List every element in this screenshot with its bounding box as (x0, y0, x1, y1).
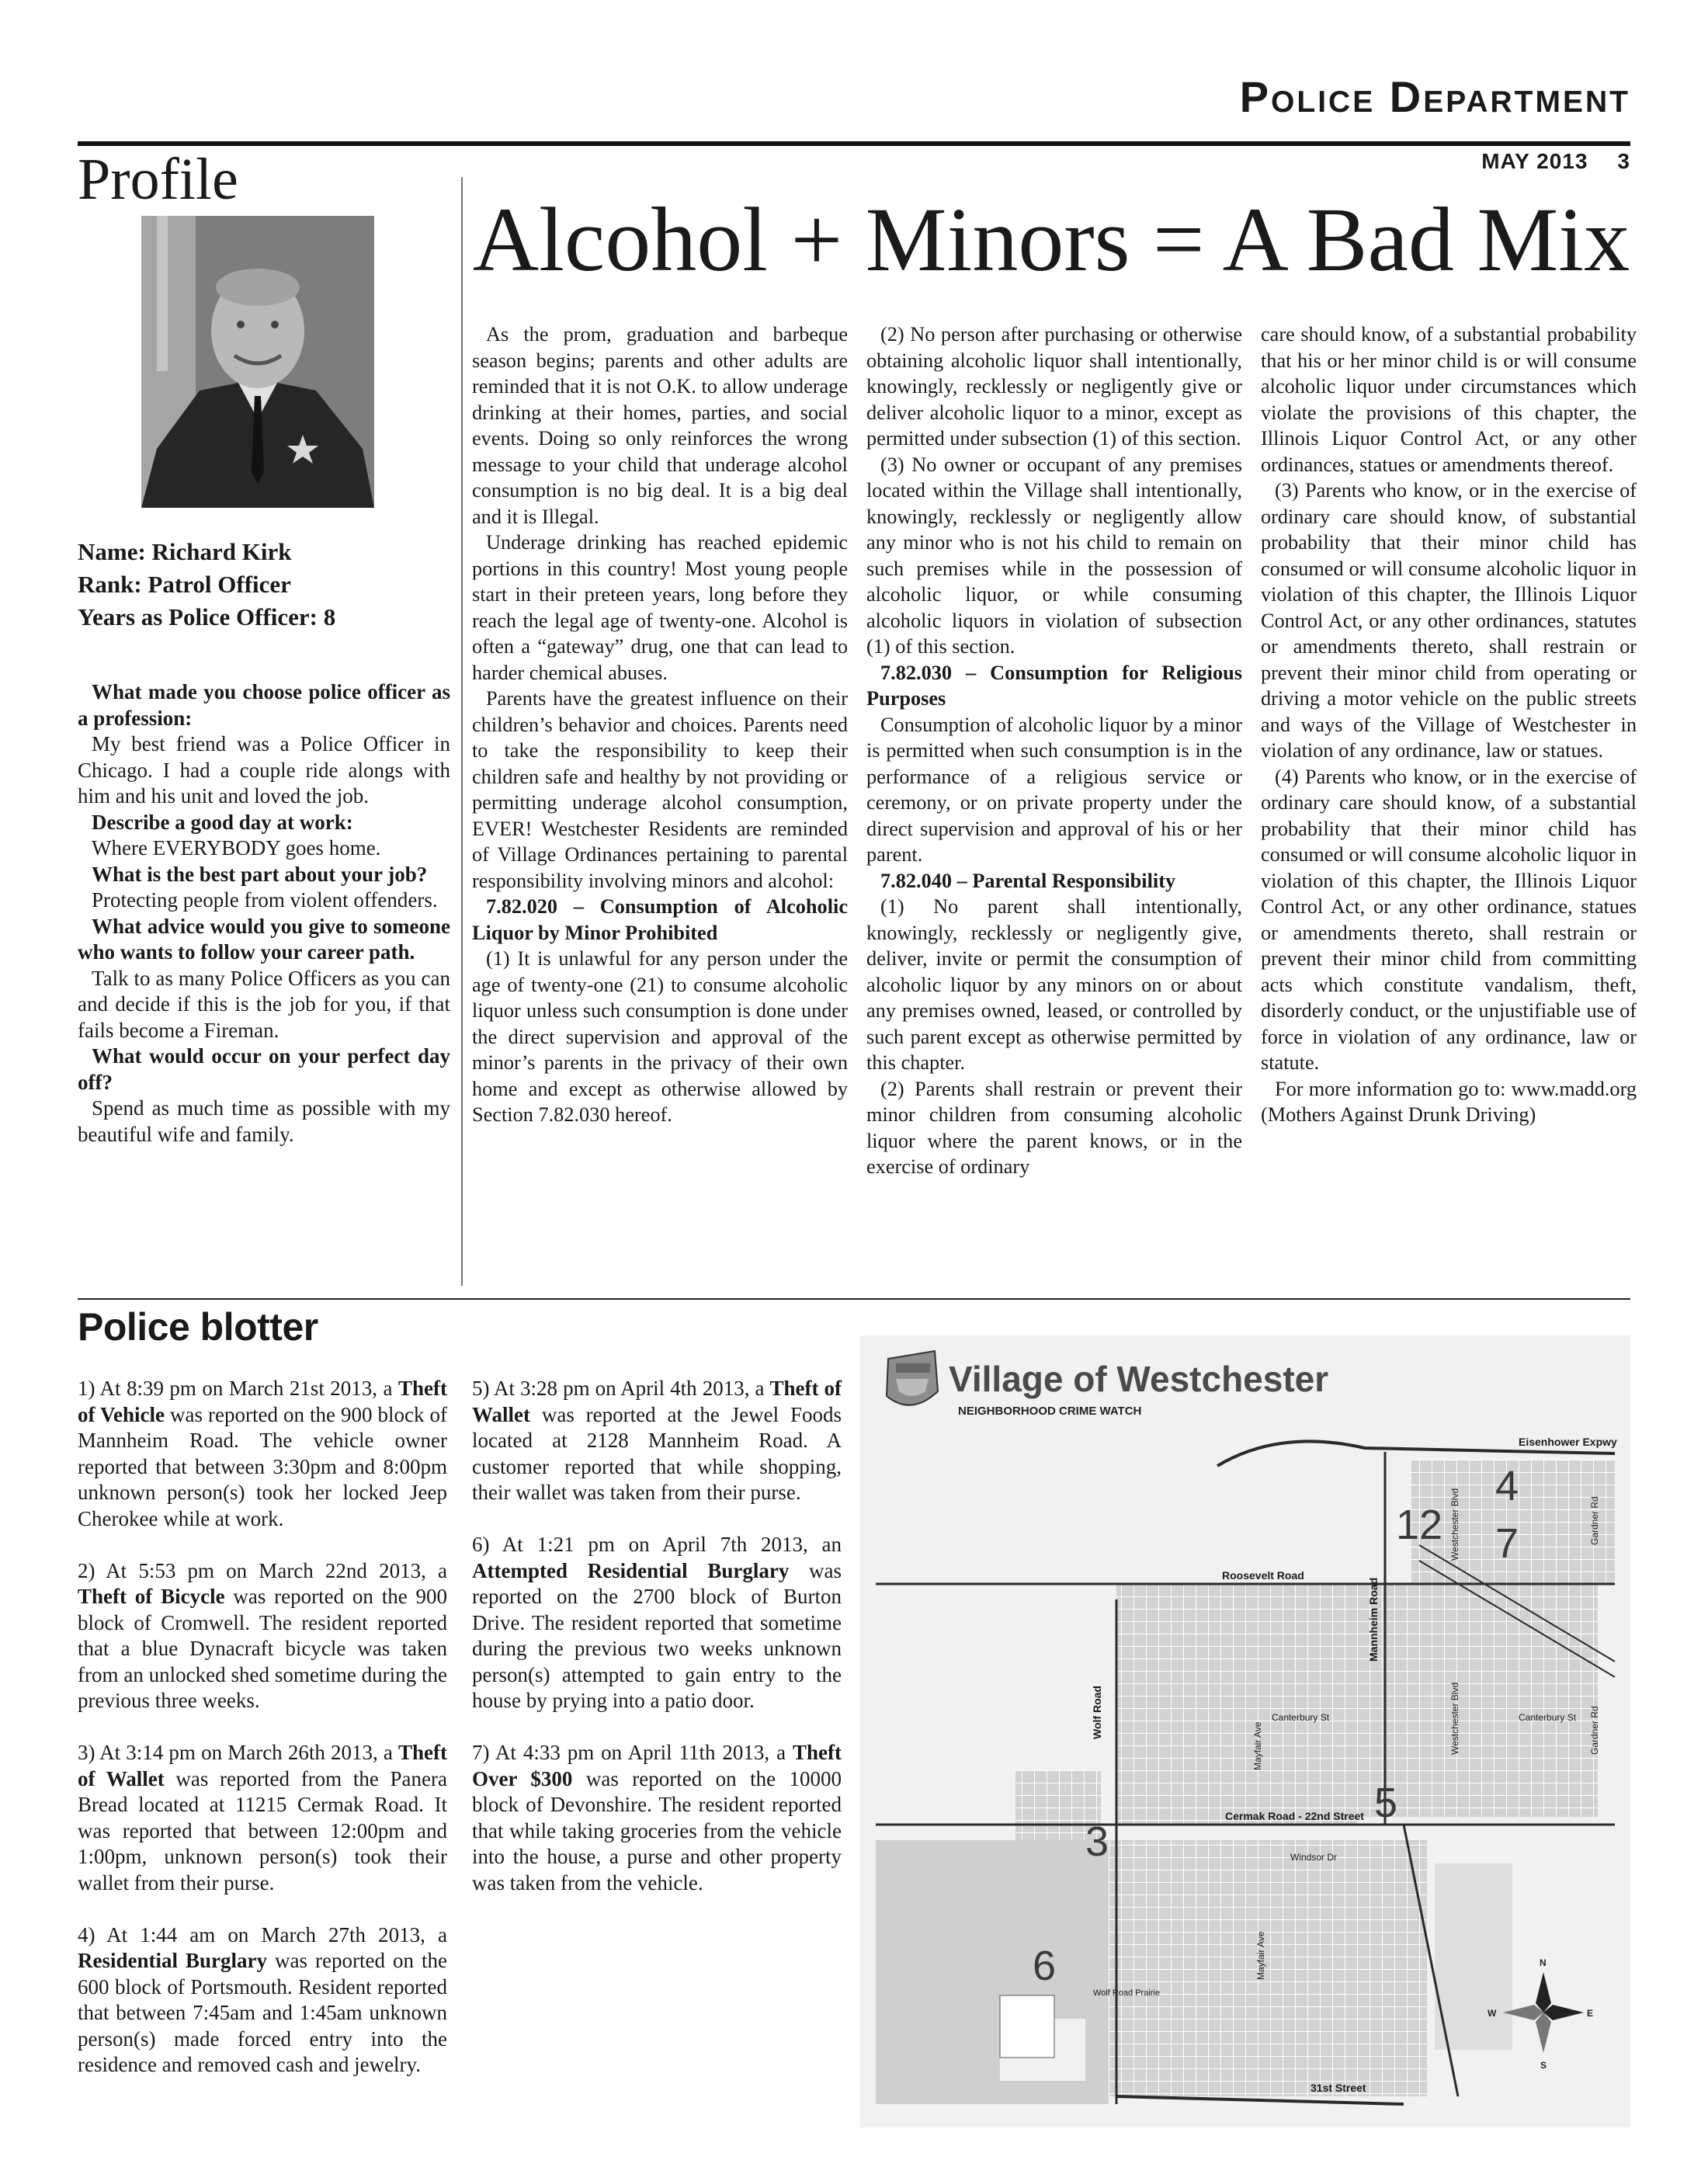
compass-w: W (1488, 2008, 1497, 2019)
interview-answer: Talk to as many Police Officers as you can and decide if this is the job for you, if that fails become a Fireman. (78, 966, 450, 1042)
interview-question: Describe a good day at work: (92, 810, 353, 834)
crime-watch-map (860, 1335, 1630, 2127)
entry-text: was reported on the 600 block of Portsmouth. Resident reported that between 7:45am and 1:45am unknown person(s) made forced entry into the residence and removed cash and jewelry. (78, 1949, 447, 2076)
map-graphic (860, 1335, 1630, 2127)
entry-offense: Theft of Bicycle (78, 1585, 225, 1608)
article-paragraph: care should know, of a substantial probability that his or her minor child is or will consume alcoholic liquor under circumstances which violate the provisions of this chapter, the Illinois Liquor Control Act, or any other ordinances, statues or amendments thereof. (1261, 323, 1637, 476)
incident-marker: 12 (1396, 1502, 1443, 1548)
blotter-heading: Police blotter (78, 1305, 318, 1349)
entry-offense: Residential Burglary (78, 1949, 268, 1972)
blotter-column-2 (472, 1376, 842, 1922)
article-paragraph: (2) Parents shall restrain or prevent their minor children from consuming alcoholic liquor where the parent knows, or in the exercise of ordinary (866, 1077, 1242, 1178)
entry-offense: Theft of Vehicle (78, 1377, 447, 1426)
interview-answer: Protecting people from violent offenders. (92, 888, 438, 912)
blotter-entry (78, 1376, 447, 1532)
article-column-3 (1261, 321, 1637, 1128)
prairie-label: Wolf Road Prairie (1093, 1988, 1160, 1998)
wolf-road-label: Wolf Road (1091, 1686, 1103, 1739)
31st-street-label: 31st Street (1311, 2082, 1366, 2094)
article-column-1 (472, 321, 848, 1128)
entry-text: was reported at the Jewel Foods located at 2128 Mannheim Road. A customer reported that while shopping, their wallet was taken from their purse. (472, 1402, 842, 1504)
mayfair-label: Mayfair Ave (1255, 1931, 1266, 1980)
blotter-entry (472, 1376, 842, 1506)
article-paragraph: Parents have the greatest influence on their children’s behavior and choices. Parents need to take the responsibility to keep their children safe and healthy by not providing or permitting underage alcohol consumption, EVER! Westchester Residents are reminded of Village Ordinances pertaining to parental responsibility involving minors and alcohol: (472, 687, 848, 892)
article-paragraph: (3) Parents who know, or in the exercise of ordinary care should know, of substantial probability that their minor child has consumed or will consume alcoholic liquor in violation of this chapter, the Illinois Liquor Control Act, or any other ordinances, statutes or amendments thereto, shall restrain or prevent their minor child from operating or driving a motor vehicle on the public streets and ways of the Village of Westchester in violation of any ordinance, law or statues. (1261, 479, 1637, 762)
blotter-entry (78, 1558, 447, 1714)
article-headline: Alcohol + Minors = A Bad Mix (472, 189, 1630, 290)
entry-text: 7) At 4:33 pm on April 11th 2013, a (472, 1741, 793, 1764)
canterbury-label: Canterbury St (1519, 1712, 1577, 1723)
incident-marker: 5 (1374, 1780, 1398, 1826)
section-rule (78, 1298, 1630, 1300)
windsor-label: Windsor Dr (1290, 1852, 1338, 1863)
entry-text: 4) At 1:44 am on March 27th 2013, a (78, 1922, 447, 1947)
ordinance-heading: 7.82.020 – Consumption of Alcoholic Liquor by Minor Prohibited (472, 895, 848, 944)
entry-text: 3) At 3:14 pm on March 26th 2013, a (78, 1741, 398, 1764)
ordinance-heading: 7.82.040 – Parental Responsibility (880, 869, 1176, 892)
blotter-column-1 (78, 1376, 447, 2104)
eisenhower-label: Eisenhower Expwy (1519, 1436, 1617, 1448)
officer-years: Years as Police Officer: 8 (78, 603, 336, 630)
westchester-blvd-label: Westchester Blvd (1449, 1682, 1460, 1755)
entry-text: 5) At 3:28 pm on April 4th 2013, a (472, 1377, 770, 1400)
entry-offense: Theft of Wallet (78, 1741, 447, 1790)
blotter-entry (78, 1740, 447, 1896)
village-seal-icon (887, 1351, 938, 1405)
profile-heading: Profile (78, 147, 238, 212)
map-subtitle: NEIGHBORHOOD CRIME WATCH (958, 1405, 1142, 1418)
interview-answer: My best friend was a Police Officer in Chicago. I had a couple ride alongs with him and his unit and loved the job. (78, 732, 450, 807)
incident-marker: 6 (1033, 1943, 1057, 1989)
header-rule (78, 141, 1630, 146)
blotter-entry (78, 1922, 447, 2078)
mannheim-road-label: Mannheim Road (1367, 1577, 1380, 1662)
interview-question: What advice would you give to someone who wants to follow your career path. (78, 914, 450, 964)
blotter-entry (472, 1532, 842, 1714)
entry-text: 1) At 8:39 pm on March 21st 2013, a (78, 1377, 398, 1400)
entry-text: 2) At 5:53 pm on March 22nd 2013, a (78, 1558, 447, 1582)
issue-date: MAY 2013 (1481, 149, 1588, 173)
officer-portrait-image (141, 216, 374, 508)
ordinance-heading: 7.82.030 – Consumption for Religious Purposes (866, 661, 1242, 710)
entry-offense: Theft Over $300 (472, 1741, 842, 1790)
interview-answer: Where EVERYBODY goes home. (92, 836, 381, 860)
cermak-label: Cermak Road - 22nd Street (1225, 1810, 1364, 1822)
interview-question: What would occur on your perfect day off? (78, 1044, 450, 1094)
entry-offense: Theft of Wallet (472, 1377, 842, 1426)
incident-marker: 3 (1085, 1818, 1109, 1865)
compass-n: N (1540, 1957, 1547, 1968)
entry-text: 6) At 1:21 pm on April 7th 2013, an (472, 1533, 842, 1556)
map-title: Village of Westchester (949, 1359, 1329, 1399)
blotter-entry (472, 1740, 842, 1896)
entry-text: was reported on the 10000 block of Devonshire. The resident reported that while taking groceries from the vehicle into the house, a purse and other property was taken from the vehicle. (472, 1766, 842, 1894)
entry-text: was reported from the Panera Bread located at 11215 Cermak Road. It was reported that between 12:00pm and 1:00pm, unknown person(s) took their wallet from their purse. (78, 1766, 447, 1894)
page-number: 3 (1617, 149, 1630, 173)
department-title: Police Department (1239, 72, 1630, 121)
column-divider (461, 177, 463, 1286)
gardner-rd-label: Gardner Rd (1589, 1706, 1600, 1755)
entry-text: was reported on the 2700 block of Burton Drive. The resident reported that sometime during the previous two weeks unknown person(s) attempted to gain entry to the house by prying into a patio door. (472, 1558, 842, 1712)
article-paragraph: (4) Parents who know, or in the exercise of ordinary care should know, of a substantial probability that their minor child has consumed or will consume alcoholic liquor in violation of this chapter, the Illinois Liquor Control Act, or any other ordinance, statues or amendments thereto, shall restrain or prevent their minor child from committing acts which constitute vandalism, theft, disorderly conduct, or the unjustifiable use of force in violation of any ordinance, law or statute. (1261, 765, 1637, 1074)
entry-offense: Attempted Residential Burglary (472, 1558, 790, 1582)
roosevelt-label: Roosevelt Road (1222, 1569, 1304, 1582)
article-column-2 (866, 321, 1242, 1180)
compass-s: S (1540, 2060, 1547, 2071)
officer-name: Name: Richard Kirk (78, 538, 292, 565)
westchester-blvd-label: Westchester Blvd (1449, 1488, 1460, 1561)
article-paragraph: Consumption of alcoholic liquor by a minor is permitted when such consumption is in the performance of a religious service or ceremony, or on private property under the direct supervision and approval of his or her parent. (866, 713, 1242, 866)
article-paragraph: (1) No parent shall intentionally, knowingly, recklessly or negligently give, deliver, invite or permit the consumption of alcoholic liquor by any minors on or about any premises owned, leased, or controlled by such parent except as otherwise permitted by this chapter. (866, 895, 1242, 1074)
profile-interview (78, 679, 450, 1148)
interview-question: What is the best part about your job? (92, 862, 428, 886)
compass-e: E (1587, 2008, 1594, 2019)
entry-text: was reported on the 900 block of Cromwell. The resident reported that a blue Dynacraft bicycle was taken from an unlocked shed sometime during the previous three weeks. (78, 1585, 447, 1712)
canterbury-label: Canterbury St (1272, 1712, 1330, 1723)
article-paragraph: (1) It is unlawful for any person under the age of twenty-one (21) to consume alcoholic liquor unless such consumption is done under the direct supervision and approval of the minor’s parents in the privacy of their own home and except as otherwise allowed by Section 7.82.030 hereof. (472, 947, 848, 1126)
article-paragraph: (2) No person after purchasing or otherwise obtaining alcoholic liquor shall intentionally, knowingly, recklessly or negligently give or deliver alcoholic liquor to a minor, except as permitted under subsection (1) of this section. (866, 323, 1242, 450)
article-paragraph: As the prom, graduation and barbeque season begins; parents and other adults are reminded that it is not O.K. to allow underage drinking at their homes, parties, and social events. Doing so only reinforces the wrong message to your child that underage alcohol consumption is no big deal. It is a big deal and it is Illegal. (472, 323, 848, 528)
article-paragraph: For more information go to: www.madd.org (Mothers Against Drunk Driving) (1261, 1077, 1637, 1126)
entry-text: was reported on the 900 block of Mannheim Road. The vehicle owner reported that between 3:30pm and 8:00pm unknown person(s) took her locked Jeep Cherokee while at work. (78, 1402, 448, 1530)
incident-marker: 4 (1495, 1463, 1519, 1509)
interview-answer: Spend as much time as possible with my beautiful wife and family. (78, 1096, 450, 1146)
incident-marker: 7 (1495, 1520, 1519, 1567)
gardner-rd-label: Gardner Rd (1589, 1496, 1600, 1545)
profile-stats (78, 536, 450, 634)
article-paragraph: Underage drinking has reached epidemic portions in this country! Most young people start in their preteen years, long before they reach the legal age of twenty-one. Alcohol is often a “gateway” drug, one that can lead to harder chemical abuses. (472, 531, 848, 684)
officer-rank: Rank: Patrol Officer (78, 571, 291, 598)
article-paragraph: (3) No owner or occupant of any premises located within the Village shall intentionally, knowingly, recklessly or negligently allow any minor who is not his child to remain on such premises while in the possession of alcoholic liquor, or while consuming alcoholic liquors in violation of subsection (1) of this section. (866, 453, 1242, 658)
issue-line (1481, 149, 1630, 174)
officer-photo (141, 216, 374, 508)
mayfair-label: Mayfair Ave (1252, 1721, 1263, 1770)
interview-question: What made you choose police officer as a profession: (78, 680, 450, 730)
